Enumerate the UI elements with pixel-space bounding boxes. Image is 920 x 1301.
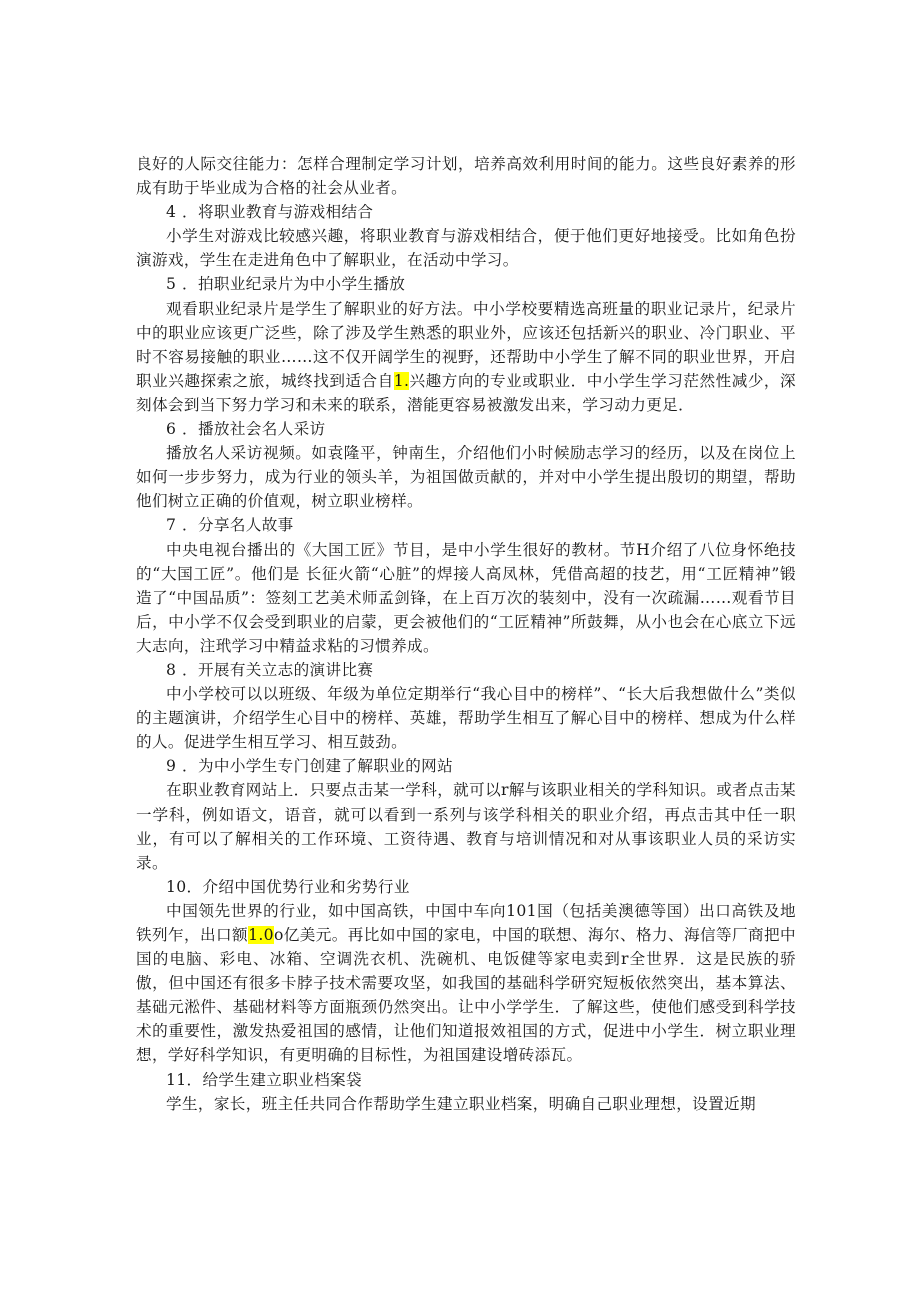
paragraph-good-habits: 良好的人际交往能力：怎样合理制定学习计划，培养高效利用时间的能力。这些良好素养的形成有助于毕业成为合格的社会从业者。 xyxy=(136,155,796,198)
heading-10-industries: 10．介绍中国优势行业和劣势行业 xyxy=(166,877,410,896)
paragraph-speech-contest: 中小学校可以以班级、年级为单位定期举行“我心目中的榜样”、“长大后我想做什么”类似的主题演讲，介绍学生心目中的榜样、英雄，帮助学生相互了解心目中的榜样、想成为什么样的人。促进学生相互学习、相互鼓劲。 xyxy=(136,685,796,752)
paragraph-portfolio: 学生，家长，班主任共同合作帮助学生建立职业档案，明确自己职业理想，设置近期 xyxy=(166,1094,756,1113)
paragraph-website: 在职业教育网站上．只要点击某一学科，就可以r解与该职业相关的学科知识。或者点击某一学科，例如语文，语音，就可以看到一系列与该学科相关的职业介绍，再点击其中任一职业，有可以了解相关的工作环境、工资待遇、教育与培训情况和对从事该职业人员的采访实录。 xyxy=(136,781,796,872)
highlighted-text: 1. xyxy=(393,371,410,390)
heading-4-career-games: 4 ．将职业教育与游戏相结合 xyxy=(166,203,374,222)
paragraph-documentary: 观看职业纪录片是学生了解职业的好方法。中小学校要精选高班量的职业记录片，纪录片中的职业应该更广泛些，除了涉及学生熟悉的职业外，应该还包括新兴的职业、冷门职业、平时不容易接触的职业……这不仅开阔学生的视野，还帮助中小学生了解不同的职业世界，开启职业兴趣探索之旅，城终找到适合自1.兴趣方向的专业或职业．中小学生学习茫然性减少，深刻体会到当下努力学习和未来的联系，潜能更容易被激发出来，学习动力更足． xyxy=(136,299,796,414)
highlighted-text: 1.0 xyxy=(248,926,274,944)
paragraph-interviews: 播放名人采访视频。如袁隆平，钟南生，介绍他们小时候励志学习的经历，以及在岗位上如何一步步努力，成为行业的领头羊，为祖国做贡献的，并对中小学生提出殷切的期望，帮助他们树立正确的价值观，树立职业榜样。 xyxy=(136,444,796,511)
paragraph-industries: 中国领先世界的行业，如中国高铁，中国中车向101国（包括美澳德等国）出口高铁及地铁列乍，出口额1.0o亿美元。再比如中国的家电，中国的联想、海尔、格力、海信等厂商把中国的电脑、彩电、冰箱、空调洗衣机、洗碗机、电饭健等家电卖到r全世界．这是民族的骄傲，但中国还有很多卡脖子技术需要攻坚，如我国的基础科学研究短板依然突出，基本算法、基础元淞件、基础材料等方面瓶颈仍然突出。让中小学学生．了解这些，使他们感受到科学技术的重要性，激发热爱祖国的感情，让他们知道报效祖国的方式，促进中小学生．树立职业理想，学好科学知识，有更明确的目标性，为祖国建设增砖添瓦。 xyxy=(136,901,796,1065)
heading-6-interviews: 6 ．播放社会名人采访 xyxy=(166,420,326,439)
paragraph-career-games: 小学生对游戏比较感兴趣，将职业教育与游戏相结合，便于他们更好地接受。比如角色扮演游戏，学生在走进角色中了解职业，在活动中学习。 xyxy=(136,227,796,270)
heading-9-website: 9 ．为中小学生专门创建了解职业的网站 xyxy=(166,757,454,776)
heading-7-stories: 7 ．分享名人故事 xyxy=(166,516,294,535)
heading-11-portfolio: 11．给学生建立职业档案袋 xyxy=(166,1070,362,1089)
heading-8-speech-contest: 8 ．开展有关立志的演讲比赛 xyxy=(166,660,374,679)
paragraph-stories: 中央电视台播出的《大国工匠》节目，是中小学生很好的教材。节H介绍了八位身怀绝技的“大国工匠”。他们是 长征火箭“心脏”的焊接人高凤林，凭借高超的技艺，用“工匠精神”锻造了“中国品质”：签刻工艺美术师孟剑锋，在上百万次的装刻中，没有一次疏漏……观看节目后，中小学不仅会受到职业的启蒙，更会被他们的“工匠精神”所鼓舞，从小也会在心底立下远大志向，注玳学习中精益求粘的习惯养成。 xyxy=(136,540,796,655)
document-page xyxy=(136,152,796,1116)
heading-5-documentary: 5 ．拍职业纪录片为中小学生播放 xyxy=(166,275,406,294)
